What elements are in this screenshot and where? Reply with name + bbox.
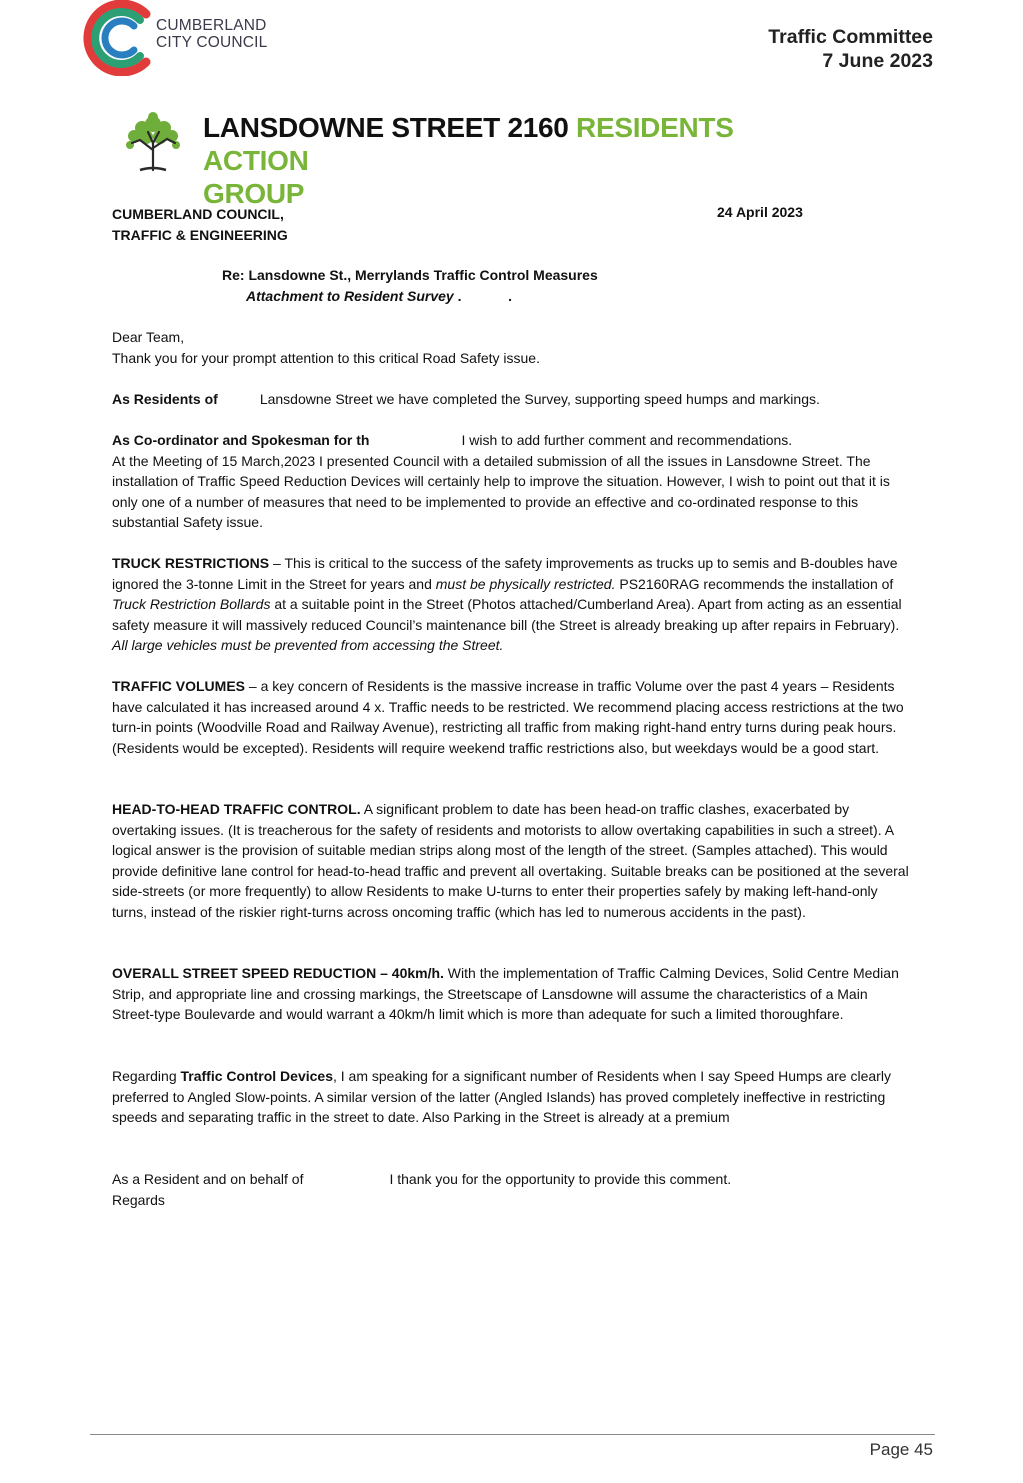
meeting-header bbox=[768, 25, 933, 73]
truck-text-1: – This is critical to the success of the safety improvements as trucks up to semis and B-doubles have ignored the 3-tonne Limit in the Street for years and bbox=[112, 555, 898, 592]
closing-block bbox=[112, 1169, 912, 1210]
speed-text: With the implementation of Traffic Calming Devices, Solid Centre Median Strip, and appropriate line and crossing markings, the Streetscape of Lansdowne will assume the characteristics of a Main Street-type Boulevarde and would warrant a 40km/h limit which is more than adequate for such a limited thoroughfare. bbox=[112, 965, 899, 1023]
council-name-line1: CUMBERLAND bbox=[156, 17, 267, 34]
volumes-text: – a key concern of Residents is the massive increase in traffic Volume over the past 4 years – Residents have calculated it has increased around 4 x. Traffic needs to be restricted. We recommend placing access restrictions at the two turn-in points (Woodville Road and Railway Avenue), restricting all traffic from making right-hand entry turns during peak hours. (Residents would be excepted). Residents will require weekend traffic restrictions also, but weekdays would be a good start. bbox=[112, 678, 904, 756]
paragraph-speed-reduction bbox=[112, 963, 912, 1025]
committee-name: Traffic Committee bbox=[768, 26, 933, 48]
truck-text-5: at a suitable point in the Street (Photos attached/Cumberland Area). Apart from acting as an essential safety measure it will massively reduced Council’s maintenance bill (the Street is already breaking up after repairs in February). bbox=[112, 596, 902, 633]
truck-text-6: All large vehicles must be prevented from accessing the Street. bbox=[112, 637, 504, 654]
greeting: Dear Team, bbox=[112, 329, 185, 345]
page-number: Page 45 bbox=[869, 1440, 933, 1459]
attachment-line bbox=[222, 286, 598, 307]
h2h-text: A significant problem to date has been head-on traffic clashes, exacerbated by overtaking issues. (It is treacherous for the safety of residents and motorists to allow overtaking capabilities in such a street). A logical answer is the provision of suitable median strips along most of the length of the street. (Samples attached). This would provide definitive lane control for head-to-head traffic and prevent all overtaking. Suitable breaks can be positioned at the several side-streets (or more frequently) to allow Residents to make U-turns to enter their properties safely by making left-hand-only turns, instead of the riskier right-turns across oncoming traffic (which has led to numerous accidents in the past). bbox=[112, 801, 909, 920]
group-title-green-2: GROUP bbox=[203, 178, 305, 209]
paragraph-coordinator bbox=[112, 430, 912, 533]
thanks-line: Thank you for your prompt attention to this critical Road Safety issue. bbox=[112, 349, 540, 366]
letter-date: 24 April 2023 bbox=[717, 204, 803, 220]
meeting-date: 7 June 2023 bbox=[822, 50, 933, 72]
tcd-text: , I am speaking for a significant number of Residents when I say Speed Humps are clearly preferred to Angled Slow-points. A similar version of the latter (Angled Islands) has proved completely ineffective in restricting speeds and separating traffic in the street to date. Also Parking in the Street is already at a premium bbox=[112, 1068, 891, 1126]
coordinator-text: I wish to add further comment and recommendations. bbox=[461, 432, 793, 448]
recipient-line2: TRAFFIC & ENGINEERING bbox=[112, 226, 288, 243]
group-title-dark: LANSDOWNE STREET 2160 bbox=[203, 112, 577, 143]
recipient-line1: CUMBERLAND COUNCIL, bbox=[112, 206, 284, 222]
tcd-lead: Regarding bbox=[112, 1068, 181, 1084]
attachment-label: Attachment to Resident Survey bbox=[246, 287, 454, 304]
paragraph-residents bbox=[112, 389, 912, 410]
speed-heading: OVERALL STREET SPEED REDUCTION – 40km/h. bbox=[112, 965, 444, 981]
truck-text-4: Truck Restriction Bollards bbox=[112, 596, 271, 613]
residents-text: Lansdowne Street we have completed the Survey, supporting speed humps and markings. bbox=[259, 391, 820, 407]
paragraph-head-to-head bbox=[112, 799, 912, 923]
truck-text-2: must be physically restricted. bbox=[435, 575, 616, 592]
paragraph-truck-restrictions bbox=[112, 553, 912, 656]
group-title-green-1: RESIDENTS ACTION bbox=[203, 112, 734, 176]
tree-logo bbox=[118, 110, 188, 176]
residents-lead: As Residents of bbox=[112, 391, 218, 407]
truck-heading: TRUCK RESTRICTIONS bbox=[112, 555, 270, 571]
group-title bbox=[203, 111, 843, 210]
council-name-line2: CITY COUNCIL bbox=[156, 34, 268, 51]
footer-divider bbox=[90, 1434, 935, 1435]
attachment-tail: . . bbox=[453, 287, 513, 304]
coordinator-lead: As Co-ordinator and Spokesman for th bbox=[112, 432, 370, 448]
h2h-heading: HEAD-TO-HEAD TRAFFIC CONTROL. bbox=[112, 801, 361, 817]
paragraph-traffic-volumes bbox=[112, 676, 912, 758]
regards: Regards bbox=[112, 1191, 165, 1208]
subject-block bbox=[222, 265, 598, 306]
coordinator-body: At the Meeting of 15 March,2023 I presented Council with a detailed submission of all the issues in Lansdowne Street. The installation of Traffic Speed Reduction Devices will certainly help to improve the situation. However, I wish to point out that it is only one of a number of measures that need to be implemented to provide an effective and co-ordinated response to this substantial Safety issue. bbox=[112, 452, 890, 531]
closing-text: I thank you for the opportunity to provide this comment. bbox=[389, 1171, 732, 1187]
closing-lead: As a Resident and on behalf of bbox=[112, 1171, 304, 1187]
paragraph-traffic-control-devices bbox=[112, 1066, 912, 1128]
tree-icon bbox=[118, 110, 188, 176]
council-logo-icon bbox=[80, 0, 160, 76]
truck-text-3: PS2160RAG recommends the installation of bbox=[615, 575, 894, 592]
council-name bbox=[156, 17, 268, 51]
tcd-heading: Traffic Control Devices bbox=[180, 1068, 333, 1084]
greeting-block bbox=[112, 327, 912, 368]
subject-line: Re: Lansdowne St., Merrylands Traffic Control Measures bbox=[222, 267, 598, 283]
volumes-heading: TRAFFIC VOLUMES bbox=[112, 678, 245, 694]
